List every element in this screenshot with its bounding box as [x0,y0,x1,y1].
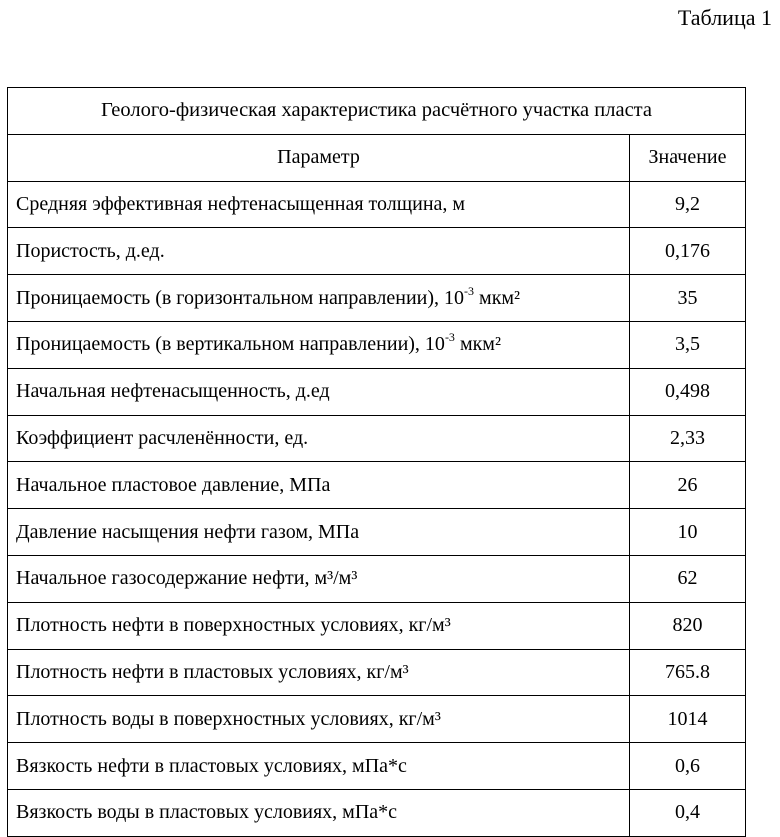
param-cell: Плотность воды в поверхностных условиях, кг/м³ [8,696,630,743]
param-cell: Плотность нефти в пластовых условиях, кг/м³ [8,649,630,696]
param-cell: Коэффициент расчленённости, ед. [8,415,630,462]
exponent: -3 [464,283,475,298]
value-cell: 0,6 [630,743,746,790]
param-cell: Вязкость воды в пластовых условиях, мПа*с [8,789,630,836]
value-cell: 0,176 [630,228,746,275]
value-cell: 1014 [630,696,746,743]
param-cell: Начальное газосодержание нефти, м³/м³ [8,555,630,602]
table-row [8,509,746,556]
table-row [8,789,746,836]
param-cell: Давление насыщения нефти газом, МПа [8,509,630,556]
column-header-param: Параметр [8,134,630,181]
unit-text: мкм² [454,333,501,356]
table-row [8,649,746,696]
value-cell: 26 [630,462,746,509]
param-text: Проницаемость (в горизонтальном направлении), 10 [16,286,465,309]
table-header-row [8,134,746,181]
param-cell: Средняя эффективная нефтенасыщенная толщина, м [8,181,630,228]
param-cell: Вязкость нефти в пластовых условиях, мПа*с [8,743,630,790]
param-cell: Начальная нефтенасыщенность, д.ед [8,368,630,415]
param-cell: Начальное пластовое давление, МПа [8,462,630,509]
unit-text: мкм² [474,286,521,309]
param-text: Проницаемость (в вертикальном направлении), 10 [16,333,445,356]
value-cell: 0,4 [630,789,746,836]
table-caption: Таблица 1 [677,5,772,30]
table-row [8,228,746,275]
value-cell: 62 [630,555,746,602]
value-cell: 820 [630,602,746,649]
table-row [8,368,746,415]
value-cell: 35 [630,275,746,322]
param-cell [8,321,630,368]
table-row [8,743,746,790]
table-title-row [8,88,746,135]
table-row [8,602,746,649]
table-row [8,321,746,368]
reservoir-characteristics-table [7,87,746,837]
table-row [8,696,746,743]
table-row [8,275,746,322]
table-row [8,462,746,509]
value-cell: 2,33 [630,415,746,462]
exponent: -3 [444,330,455,345]
param-cell [8,275,630,322]
param-cell: Пористость, д.ед. [8,228,630,275]
value-cell: 0,498 [630,368,746,415]
value-cell: 3,5 [630,321,746,368]
table-row [8,555,746,602]
column-header-value: Значение [630,134,746,181]
value-cell: 765.8 [630,649,746,696]
param-cell: Плотность нефти в поверхностных условиях, кг/м³ [8,602,630,649]
value-cell: 10 [630,509,746,556]
table-row [8,181,746,228]
value-cell: 9,2 [630,181,746,228]
table-row [8,415,746,462]
table-title: Геолого-физическая характеристика расчётного участка пласта [8,88,746,135]
